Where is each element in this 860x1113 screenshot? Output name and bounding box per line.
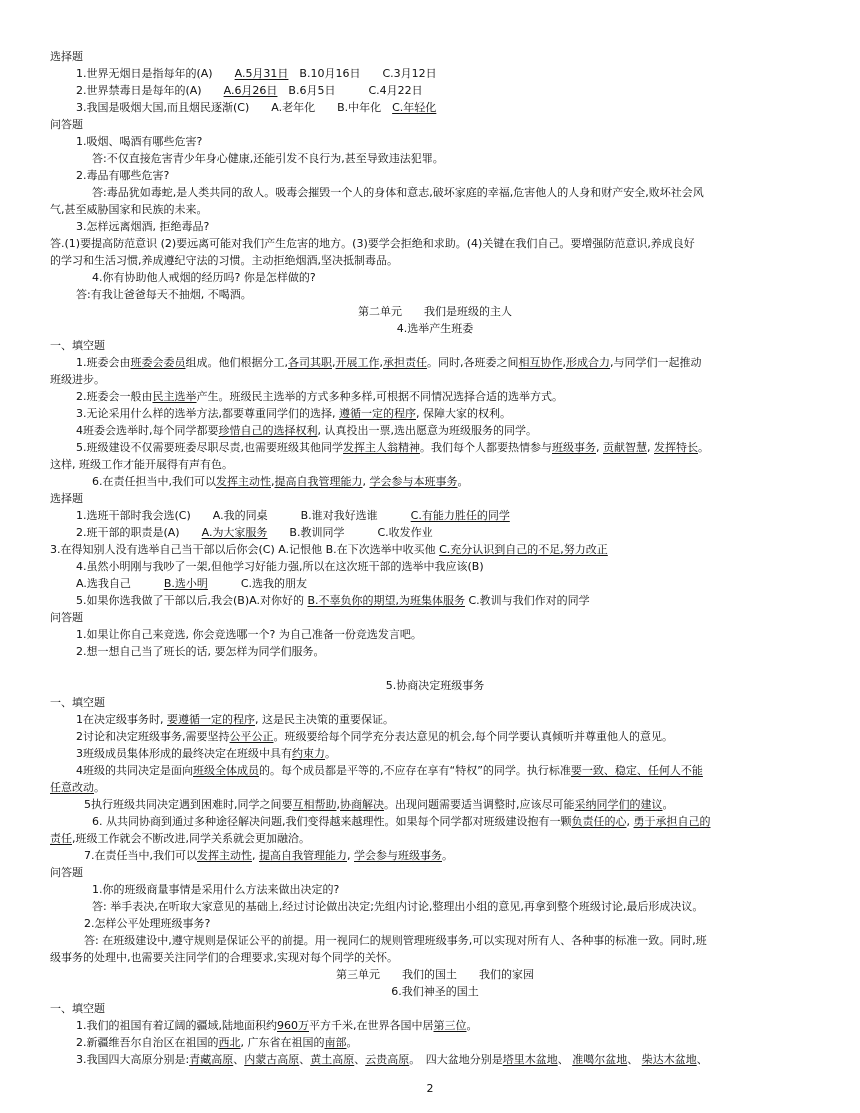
text-line	[50, 864, 820, 881]
text-line	[50, 167, 820, 184]
answer-text: 第三位	[433, 1019, 467, 1032]
line-text: 、	[627, 1053, 642, 1066]
text-line	[50, 235, 820, 252]
line-text: C.选我的朋友	[207, 577, 308, 590]
answer-text: 形成合力	[566, 356, 610, 369]
answer-text: 960万	[277, 1019, 309, 1032]
line-text: 产生。班级民主选举的方式多种多样,可根据不同情况选择合适的选举方式。	[196, 390, 563, 403]
text-line	[50, 847, 820, 864]
answer-text: 青藏高原	[189, 1053, 234, 1066]
text-line	[50, 558, 820, 575]
answer-text: 西北	[218, 1036, 241, 1049]
line-text: 的。每个成员都是平等的,不应存在享有“特权”的同学。执行标准	[259, 764, 571, 777]
line-text: 班级进步。	[50, 373, 105, 386]
line-text: 答.(1)要提高防范意识 (2)要远离可能对我们产生危害的地方。(3)要学会拒绝和求助。(4)关键在我们自己。要增强防范意识,养成良好	[50, 237, 695, 250]
answer-text: 学会参与班级事务	[354, 849, 442, 862]
line-text: ,	[252, 849, 259, 862]
text-line	[50, 1000, 820, 1017]
text-line	[50, 371, 820, 388]
answer-text: 班级事务	[552, 441, 596, 454]
answer-text: 发挥特长	[654, 441, 698, 454]
answer-text: A.5月31日	[234, 67, 289, 80]
line-text: 选择题	[50, 50, 83, 63]
line-text: 4班级的共同决定是面向	[76, 764, 193, 777]
line-text: 5.如果你选我做了干部以后,我会(B)A.对你好的	[76, 594, 308, 607]
answer-text: 班级全体成员	[193, 764, 259, 777]
line-text: 、	[233, 1053, 245, 1066]
line-text: 2.想一想自己当了班长的话, 要怎样为同学们服务。	[76, 645, 325, 658]
line-text: ,	[379, 356, 383, 369]
text-line	[50, 830, 820, 847]
line-text: 3.我国是吸烟大国,而且烟民逐渐(C) A.老年化 B.中年化	[76, 101, 393, 114]
text-line	[50, 1051, 820, 1068]
text-line	[50, 949, 820, 966]
line-text: 问答题	[50, 611, 83, 624]
text-line	[50, 320, 820, 337]
line-text: 一、填空题	[50, 696, 105, 709]
line-text: 2.新疆维吾尔自治区在祖国的	[76, 1036, 219, 1049]
answer-text: 民主选举	[152, 390, 197, 403]
line-text: ,与同学们一起推动	[610, 356, 702, 369]
line-text: 选择题	[50, 492, 83, 505]
line-text: 。	[325, 747, 336, 760]
line-text: 答:不仅直接危害青少年身心健康,还能引发不良行为,甚至导致违法犯罪。	[92, 152, 444, 165]
line-text: ,班级工作就会不断改进,同学关系就会更加融洽。	[72, 832, 310, 845]
answer-text: 公平公正	[229, 730, 274, 743]
answer-text: 互相帮助	[292, 798, 337, 811]
answer-text: C.年轻化	[392, 101, 437, 114]
answer-text: 协商解决	[340, 798, 384, 811]
text-line	[50, 643, 820, 660]
line-text: B.10月16日 C.3月12日	[288, 67, 437, 80]
text-line	[50, 286, 820, 303]
line-text: B.6月5日 C.4月22日	[277, 84, 423, 97]
line-text: 3.无论采用什么样的选举方法,都要尊重同学们的选择,	[76, 407, 339, 420]
line-text: 5执行班级共同决定遇到困难时,同学之间要	[84, 798, 293, 811]
line-text: ,	[626, 815, 634, 828]
text-line	[50, 609, 820, 626]
line-text: 1.班委会由	[76, 356, 131, 369]
answer-text: C.有能力胜任的同学	[410, 509, 510, 522]
line-text: 这样, 班级工作才能开展得有声有色。	[50, 458, 233, 471]
text-line	[50, 898, 820, 915]
text-line	[50, 932, 820, 949]
line-text: , 广东省在祖国的	[240, 1036, 325, 1049]
answer-text: 云贵高原	[365, 1053, 410, 1066]
answer-text: 发挥主动性	[216, 475, 271, 488]
text-line	[50, 983, 820, 1000]
answer-text: 柴达木盆地	[641, 1053, 697, 1066]
answer-text: 勇于承担自己的	[633, 815, 711, 828]
answer-text: B.不辜负你的期望,为班集体服务	[307, 594, 465, 607]
line-text: 。	[662, 798, 674, 811]
answer-text: 发挥主动性	[197, 849, 252, 862]
answer-text: 负责任的心	[571, 815, 627, 828]
text-line	[50, 201, 820, 218]
answer-text: 塔里木盆地	[502, 1053, 558, 1066]
text-line	[50, 405, 820, 422]
text-line	[50, 711, 820, 728]
line-text: 1.你的班级商量事情是采用什么方法来做出决定的?	[92, 883, 340, 896]
text-line	[50, 762, 820, 779]
text-line	[50, 796, 820, 813]
line-text: 2.班干部的职责是(A)	[76, 526, 202, 539]
answer-text: 要遵循一定的程序	[167, 713, 255, 726]
answer-text: 相互协作	[518, 356, 563, 369]
line-text: 2.班委会一般由	[76, 390, 153, 403]
answer-text: 责任	[50, 832, 72, 845]
answer-text: 珍惜自己的选择权利	[218, 424, 318, 437]
text-line	[50, 966, 820, 983]
line-text: 7.在责任当中,我们可以	[84, 849, 197, 862]
line-text: 气,甚至威胁国家和民族的未来。	[50, 203, 208, 216]
line-text: 1.选班干部时我会选(C) A.我的同桌 B.谁对我好选谁	[76, 509, 411, 522]
text-line	[50, 677, 820, 694]
line-text: ,	[596, 441, 603, 454]
line-text: 问答题	[50, 866, 83, 879]
line-text: 2.毒品有哪些危害?	[76, 169, 170, 182]
line-text: ,	[271, 475, 275, 488]
answer-text: 采纳同学们的建议	[574, 798, 663, 811]
answer-text: 承担责任	[383, 356, 427, 369]
answer-text: 学会参与本班事务	[369, 475, 458, 488]
text-line	[50, 337, 820, 354]
text-line	[50, 116, 820, 133]
line-text: 。	[346, 1036, 358, 1049]
line-text: 第二单元 我们是班级的主人	[358, 305, 512, 318]
text-line	[50, 422, 820, 439]
text-line	[50, 82, 820, 99]
line-text: C.教训与我们作对的同学	[465, 594, 590, 607]
text-line	[50, 881, 820, 898]
line-text: 2.怎样公平处理班级事务?	[84, 917, 211, 930]
text-line	[50, 439, 820, 456]
line-text: 问答题	[50, 118, 83, 131]
answer-text: A.为大家服务	[201, 526, 268, 539]
answer-text: 内蒙古高原	[244, 1053, 300, 1066]
line-text: 答:毒品犹如毒蛇,是人类共同的敌人。吸毒会摧毁一个人的身体和意志,破坏家庭的幸福,危害他人的人身和财产安全,败坏社会风	[92, 186, 704, 199]
line-text: 1.吸烟、喝酒有哪些危害?	[76, 135, 203, 148]
answer-text: C.充分认识到自己的不足,努力改正	[439, 543, 608, 556]
text-line	[50, 456, 820, 473]
text-line	[50, 507, 820, 524]
line-text: 。 四大盆地分别是	[409, 1053, 503, 1066]
line-text: 、	[299, 1053, 311, 1066]
line-text: ,	[336, 798, 340, 811]
answer-text: 发挥主人翁精神	[343, 441, 420, 454]
line-text: 。	[457, 475, 469, 488]
answer-text: 南部	[324, 1036, 347, 1049]
line-text: 3.怎样远离烟酒, 拒绝毒品?	[76, 220, 210, 233]
text-line	[50, 660, 820, 677]
line-text: ,	[647, 441, 654, 454]
answer-text: A.6月26日	[223, 84, 278, 97]
text-line	[50, 915, 820, 932]
text-line	[50, 694, 820, 711]
line-text: 4.选举产生班委	[396, 322, 474, 335]
line-text: 答: 在班级建设中,遵守规则是保证公平的前提。用一视同仁的规则管理班级事务,可以实现对所有人、各种事的标准一致。同时,班	[84, 934, 707, 947]
text-line	[50, 184, 820, 201]
line-text: 3.我国四大高原分别是:	[76, 1053, 190, 1066]
line-text: 。	[698, 441, 709, 454]
answer-text: 任意改动	[50, 781, 94, 794]
line-text: 1.我们的祖国有着辽阔的疆域,陆地面积约	[76, 1019, 277, 1032]
line-text: 6.我们神圣的国土	[391, 985, 479, 998]
answer-text: B.选小明	[163, 577, 208, 590]
line-text: 2.世界禁毒日是每年的(A)	[76, 84, 224, 97]
text-line	[50, 575, 820, 592]
text-line	[50, 48, 820, 65]
text-line	[50, 99, 820, 116]
line-text: 4.你有协助他人戒烟的经历吗? 你是怎样做的?	[92, 271, 316, 284]
line-text: 答: 举手表决,在听取大家意见的基础上,经过讨论做出决定;先组内讨论,整理出小组的意见,再拿到整个班级讨论,最后形成决议。	[92, 900, 704, 913]
line-text: 。班级要给每个同学充分表达意见的机会,每个同学要认真倾听并尊重他人的意见。	[273, 730, 673, 743]
line-text: 组成。他们根据分工,	[185, 356, 288, 369]
text-line	[50, 541, 820, 558]
answer-text: 提高自我管理能力	[274, 475, 363, 488]
text-line	[50, 218, 820, 235]
line-text: 1在决定级事务时,	[76, 713, 167, 726]
line-text: 答:有我让爸爸每天不抽烟, 不喝酒。	[76, 288, 252, 301]
line-text: A.选我自己	[76, 577, 164, 590]
answer-text: 开展工作	[335, 356, 380, 369]
line-text: , 这是民主决策的重要保证。	[255, 713, 394, 726]
text-line	[50, 252, 820, 269]
line-text: 6.在责任担当中,我们可以	[92, 475, 216, 488]
answer-text: 各司其职	[288, 356, 332, 369]
line-text: 的学习和生活习惯,养成遵纪守法的习惯。主动拒绝烟酒,坚决抵制毒品。	[50, 254, 398, 267]
answer-text: 班委会委员	[130, 356, 186, 369]
text-line	[50, 133, 820, 150]
line-text: 平方千米,在世界各国中居	[309, 1019, 434, 1032]
line-text: B.教训同学 C.收发作业	[267, 526, 433, 539]
line-text: 级事务的处理中,也需要关注同学们的合理要求,实现对每个同学的关怀。	[50, 951, 398, 964]
text-line	[50, 626, 820, 643]
line-text: 。	[94, 781, 105, 794]
line-text: 6. 从共同协商到通过多种途径解决问题,我们变得越来越理性。如果每个同学都对班级建设抱有一颗	[92, 815, 572, 828]
line-text: ,	[332, 356, 336, 369]
text-line	[50, 354, 820, 371]
answer-text: 提高自我管理能力	[259, 849, 347, 862]
text-line	[50, 592, 820, 609]
text-line	[50, 779, 820, 796]
text-line	[50, 65, 820, 82]
line-text: 第三单元 我们的国土 我们的家园	[336, 968, 534, 981]
text-line	[50, 728, 820, 745]
text-line	[50, 388, 820, 405]
line-text: 3.在得知别人没有选举自己当干部以后你会(C) A.记恨他 B.在下次选举中收买他	[50, 543, 440, 556]
text-line	[50, 813, 820, 830]
text-line	[50, 473, 820, 490]
text-line	[50, 303, 820, 320]
line-text: , 认真投出一票,选出愿意为班级服务的同学。	[317, 424, 537, 437]
text-line	[50, 1017, 820, 1034]
line-text: 、	[557, 1053, 573, 1066]
line-text: 2讨论和决定班级事务,需要坚持	[76, 730, 230, 743]
answer-text: 准噶尔盆地	[572, 1053, 628, 1066]
line-text: 。	[466, 1019, 478, 1032]
document-page	[50, 48, 820, 1068]
line-text: 、	[354, 1053, 366, 1066]
answer-text: 约束力	[292, 747, 325, 760]
line-text: 。	[442, 849, 453, 862]
answer-text: 遵循一定的程序	[338, 407, 416, 420]
line-text: ,	[362, 475, 370, 488]
page-number: 2	[426, 1082, 434, 1095]
line-text: 。同时,各班委之间	[427, 356, 519, 369]
text-line	[50, 1034, 820, 1051]
answer-text: 黄土高原	[310, 1053, 355, 1066]
text-line	[50, 269, 820, 286]
text-line	[50, 490, 820, 507]
line-text: 一、填空题	[50, 339, 105, 352]
text-line	[50, 745, 820, 762]
line-text: 一、填空题	[50, 1002, 105, 1015]
line-text: 4.虽然小明刚与我吵了一架,但他学习好能力强,所以在这次班干部的选举中我应该(B)	[76, 560, 484, 573]
line-text: ,	[562, 356, 566, 369]
line-text: 5.班级建设不仅需要班委尽职尽责,也需要班级其他同学	[76, 441, 343, 454]
line-text: ,	[347, 849, 354, 862]
answer-text: 要一致、稳定、任何人不能	[570, 764, 703, 777]
line-text: 5.协商决定班级事务	[385, 679, 485, 692]
text-line	[50, 150, 820, 167]
line-text: 1.如果让你自己来竞选, 你会竞选哪一个? 为自己准备一份竞选发言吧。	[76, 628, 422, 641]
line-text: 。出现问题需要适当调整时,应该尽可能	[384, 798, 575, 811]
line-text: 4班委会选举时,每个同学都要	[76, 424, 219, 437]
line-text: 1.世界无烟日是指每年的(A)	[76, 67, 235, 80]
answer-text: 贡献智慧	[603, 441, 647, 454]
text-line	[50, 524, 820, 541]
line-text: , 保障大家的权利。	[415, 407, 511, 420]
line-text: 。我们每个人都要热情参与	[420, 441, 552, 454]
line-text: 3班级成员集体形成的最终决定在班级中具有	[76, 747, 292, 760]
line-text: 、	[696, 1053, 708, 1066]
